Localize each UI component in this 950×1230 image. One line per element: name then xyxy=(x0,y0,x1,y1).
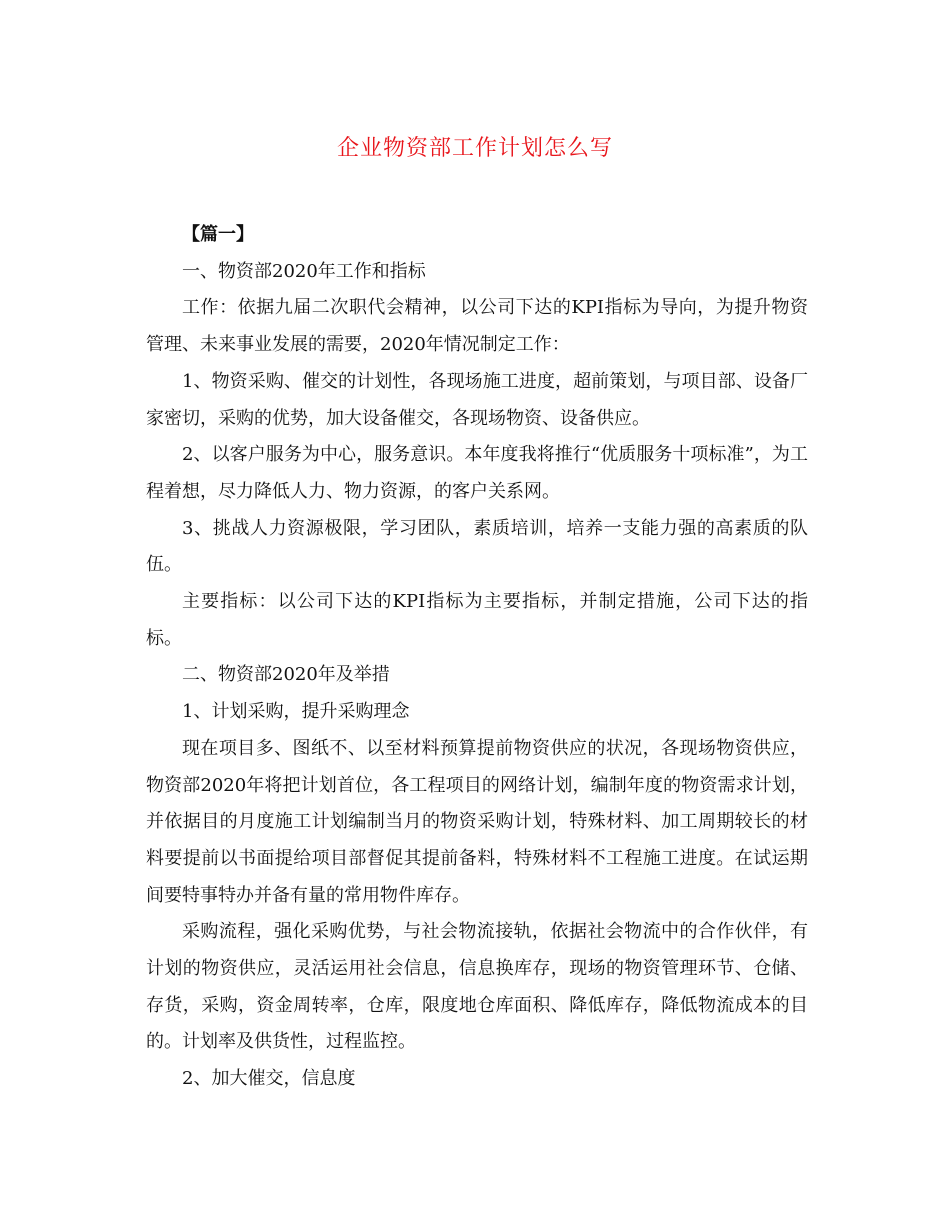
document-body xyxy=(146,217,808,1098)
heading-section-one: 一、物资部2020年工作和指标 xyxy=(182,260,426,282)
section-tag: 【篇一】 xyxy=(182,224,254,245)
subheading-planned-purchasing: 1、计划采购，提升采购理念 xyxy=(182,701,410,723)
paragraph-item-1: 1、物资采购、催交的计划性，各现场施工进度，超前策划，与项目部、设备厂家密切，采购的优势，加大设备催交，各现场物资、设备供应。 xyxy=(146,370,808,429)
paragraph-purchasing-process: 采购流程，强化采购优势，与社会物流接轨，依据社会物流中的合作伙伴，有计划的物资供应，灵活运用社会信息，信息换库存，现场的物资管理环节、仓储、存货，采购，资金周转率，仓库，限度地仓库面积、降低库存，降低物流成本的目的。计划率及供货性，过程监控。 xyxy=(146,921,808,1053)
document-title: 企业物资部工作计划怎么写 xyxy=(336,136,613,161)
paragraph-work-overview: 工作：依据九届二次职代会精神，以公司下达的KPI指标为导向，为提升物资管理、未来事业发展的需要，2020年情况制定工作： xyxy=(146,297,808,356)
paragraph-main-indicators: 主要指标：以公司下达的KPI指标为主要指标，并制定措施，公司下达的指标。 xyxy=(146,591,808,649)
heading-section-two: 二、物资部2020年及举措 xyxy=(182,664,390,686)
paragraph-item-2: 2、以客户服务为中心，服务意识。本年度我将推行“优质服务十项标准”，为工程着想，尽力降低人力、物力资源，的客户关系网。 xyxy=(146,444,808,502)
paragraph-planning: 现在项目多、图纸不、以至材料预算提前物资供应的状况，各现场物资供应，物资部2020年将把计划首位，各工程项目的网络计划，编制年度的物资需求计划，并依据目的月度施工计划编制当月的物资采购计划，特殊材料、加工周期较长的材料要提前以书面提给项目部督促其提前备料，特殊材料不工程施工进度。在试运期间要特事特办并备有量的常用物件库存。 xyxy=(146,737,808,906)
paragraph-item-3: 3、挑战人力资源极限，学习团队，素质培训，培养一支能力强的高素质的队伍。 xyxy=(146,517,808,576)
subheading-expediting: 2、加大催交，信息度 xyxy=(182,1068,356,1090)
